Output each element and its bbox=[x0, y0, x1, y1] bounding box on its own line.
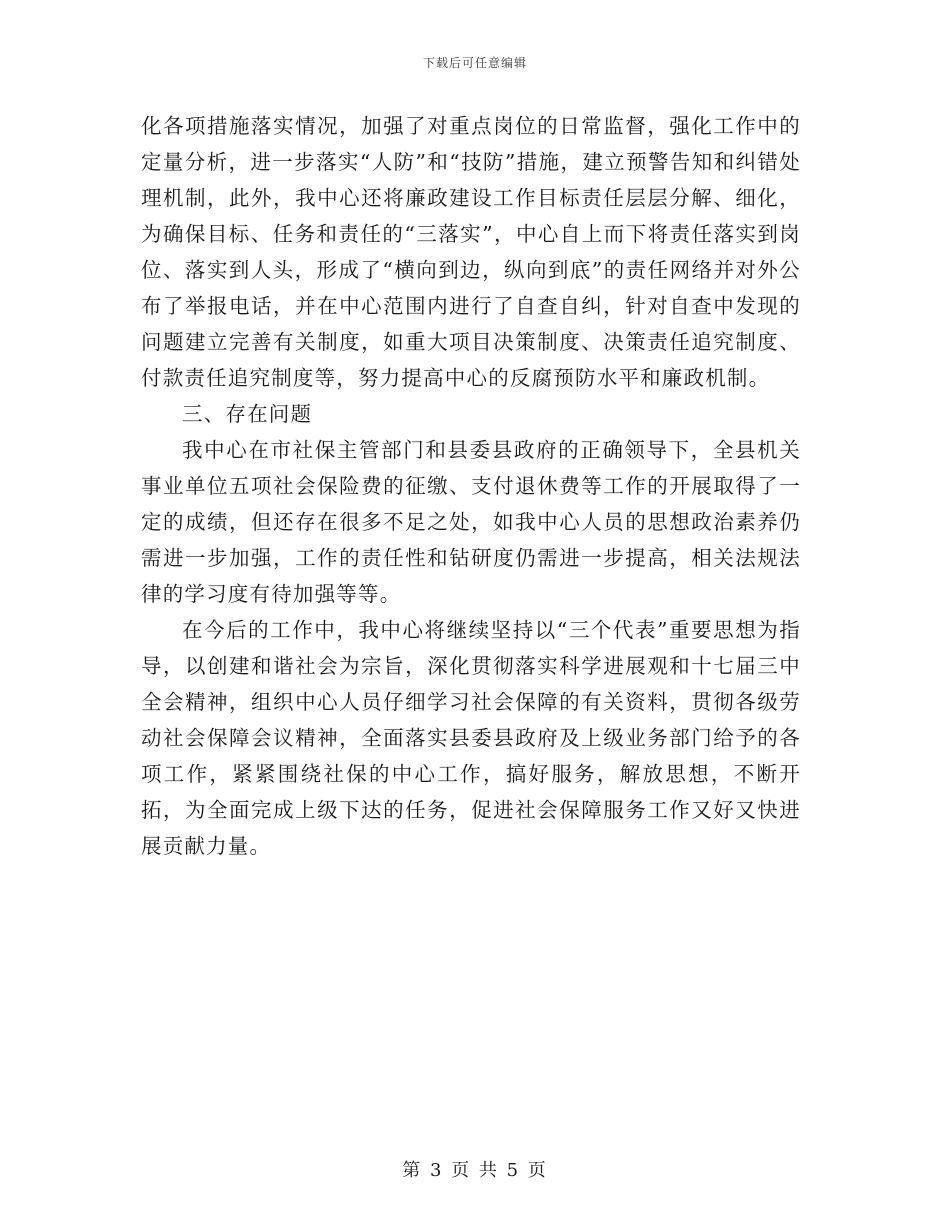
paragraph-issues: 我中心在市社保主管部门和县委县政府的正确领导下，全县机关事业单位五项社会保险费的征缴、支付退休费等工作的开展取得了一定的成绩，但还存在很多不足之处，如我中心人员的思想政治素养仍需进一步加强，工作的责任性和钻研度仍需进一步提高，相关法规法律的学习度有待加强等等。 bbox=[141, 438, 801, 606]
section-heading-issues: 三、存在问题 bbox=[182, 402, 313, 426]
page-number: 第 3 页 共 5 页 bbox=[402, 1160, 548, 1181]
paragraph-continuation: 化各项措施落实情况，加强了对重点岗位的日常监督，强化工作中的定量分析，进一步落实“人防”和“技防”措施，建立预警告知和纠错处理机制，此外，我中心还将廉政建设工作目标责任层层分解、细化，为确保目标、任务和责任的“三落实”，中心自上而下将责任落实到岗位、落实到人头，形成了“横向到边，纵向到底”的责任网络并对外公布了举报电话，并在中心范围内进行了自查自纠，针对自查中发现的问题建立完善有关制度，如重大项目决策制度、决策责任追究制度、付款责任追究制度等，努力提高中心的反腐预防水平和廉政机制。 bbox=[141, 114, 801, 390]
page-header: 下载后可任意编辑 bbox=[422, 56, 527, 70]
document-body bbox=[141, 108, 801, 864]
paragraph-future-work: 在今后的工作中，我中心将继续坚持以“三个代表”重要思想为指导，以创建和谐社会为宗旨，深化贯彻落实科学进展观和十七届三中全会精神，组织中心人员仔细学习社会保障的有关资料，贯彻各级劳动社会保障会议精神，全面落实县委县政府及上级业务部门给予的各项工作，紧紧围绕社保的中心工作，搞好服务，解放思想，不断开拓，为全面完成上级下达的任务，促进社会保障服务工作又好又快进展贡献力量。 bbox=[141, 618, 801, 858]
